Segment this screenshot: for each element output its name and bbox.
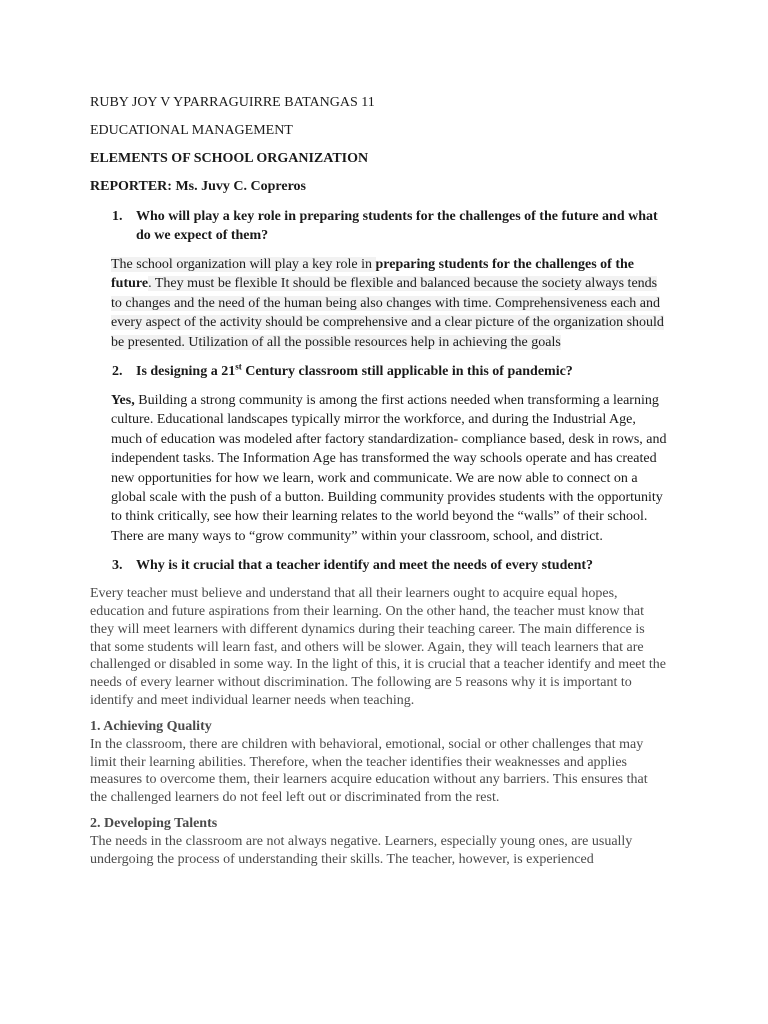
- answer-2-bold: Yes,: [111, 393, 135, 409]
- answer-1-text-b: . They must be flexible It should be flexible and balanced because the society always tends to changes and the need of the human being also changes with time. Comprehensiveness each and every aspect of the activity should be comprehensive and a clear picture of the organization should be presented. Utilization of all the possible resources help in achieving the goals: [111, 276, 664, 350]
- section-text-achieving-quality: In the classroom, there are children with behavioral, emotional, social or other challenges that may limit their learning abilities. Therefore, when the teacher identifies their weaknesses and applies measures to overcome them, their learners acquire education without any barriers. This ensures that the challenged learners do not feel left out or discriminated from the rest.: [90, 736, 648, 806]
- question-text: Is designing a 21st Century classroom still applicable in this of pandemic?: [136, 361, 573, 380]
- question-number: 2.: [112, 364, 123, 380]
- question-1: [90, 207, 668, 245]
- section-text-developing-talents: The needs in the classroom are not always negative. Learners, especially young ones, are usually undergoing the process of understanding their skills. The teacher, however, is experienced: [90, 834, 633, 867]
- author-line: RUBY JOY V YPARRAGUIRRE BATANGAS 11: [90, 95, 375, 110]
- question-3: [90, 556, 668, 575]
- answer-3-intro: Every teacher must believe and understand that all their learners ought to acquire equal hopes, education and future aspirations from their learning. On the other hand, the teacher must know that they will meet learners with different dynamics during their teaching career. The main difference is that some students will learn fast, and others will be slower. Again, they will teach learners that are challenged or disabled in some way. In the light of this, it is crucial that a teacher identify and meet the needs of every learner without discrimination. The following are 5 reasons why it is important to identify and meet individual learner needs when teaching.: [90, 586, 667, 709]
- answer-2-text: Building a strong community is among the first actions needed when transforming a learning culture. Educational landscapes typically mirror the workforce, and during the Industrial Age, much of education was modeled after factory standardization- compliance based, desk in rows, and independent tasks. The Information Age has transformed the way schools operate and has created new opportunities for how we learn, work and communicate. We are now able to connect on a global scale with the push of a button. Building community provides students with the opportunity to think critically, see how their learning relates to the world beyond the “walls” of their school. There are many ways to “grow community” within your classroom, school, and district.: [111, 393, 667, 544]
- question-number: 1.: [112, 209, 123, 224]
- answer-1: [111, 255, 668, 352]
- course-title: EDUCATIONAL MANAGEMENT: [90, 123, 293, 138]
- question-number: 3.: [112, 558, 123, 574]
- section-heading-achieving-quality: 1. Achieving Quality: [90, 718, 212, 734]
- answer-1-text-a: The school organization will play a key role in: [111, 257, 376, 272]
- topic-title: ELEMENTS OF SCHOOL ORGANIZATION: [90, 151, 369, 166]
- question-text: Who will play a key role in preparing students for the challenges of the future and what do we expect of them?: [136, 209, 658, 243]
- reporter-line: REPORTER: Ms. Juvy C. Copreros: [90, 179, 306, 194]
- answer-2: [111, 391, 668, 546]
- question-text: Why is it crucial that a teacher identify and meet the needs of every student?: [136, 558, 594, 574]
- question-2: [90, 362, 668, 381]
- superscript: st: [235, 361, 242, 372]
- answer-1-bold: preparing students for the challenges of the future: [111, 257, 634, 292]
- section-heading-developing-talents: 2. Developing Talents: [90, 816, 218, 832]
